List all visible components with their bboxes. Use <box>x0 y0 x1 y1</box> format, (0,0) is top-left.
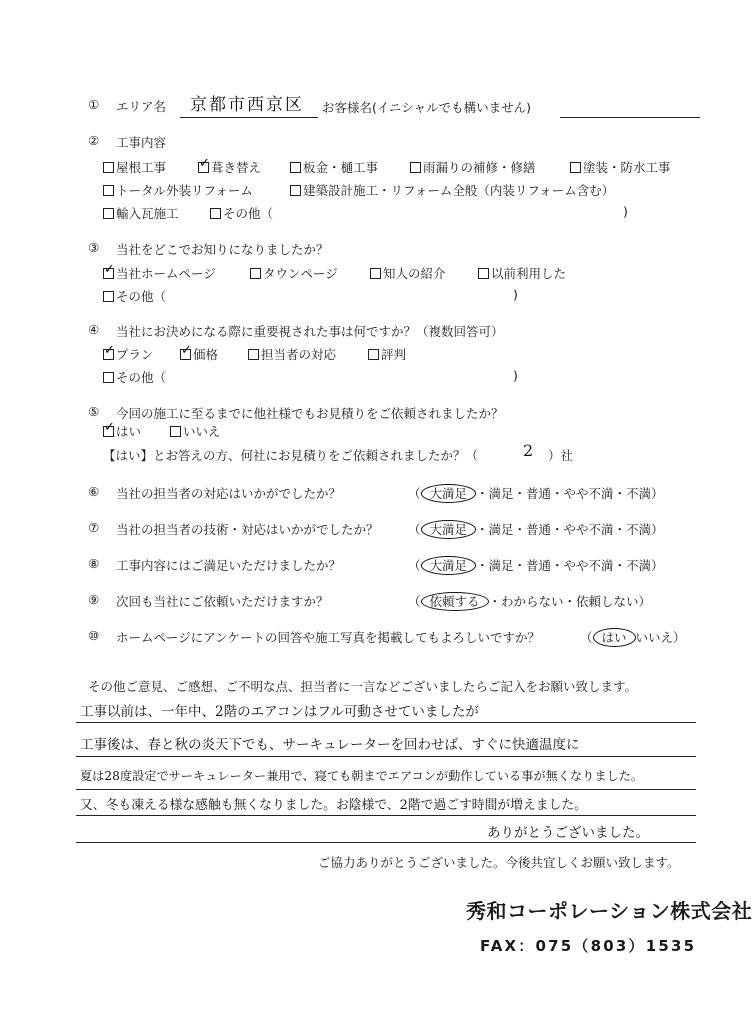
checkbox[interactable] <box>103 208 114 219</box>
q7-choices[interactable]: （ 大満足 ・満足・普通・やや不満・不満） <box>408 522 664 537</box>
option-imported-tiles[interactable]: 輸入瓦施工 <box>103 204 179 222</box>
comment-line <box>76 722 696 723</box>
option-previous-use[interactable]: 以前利用した <box>478 264 566 282</box>
checkbox[interactable] <box>170 426 181 437</box>
comment-text-line[interactable]: 夏は28度設定でサーキュレーター兼用で、寝ても朝までエアコンが動作している事が無くなりました。 <box>80 769 644 783</box>
q5-followup-suffix: ）社 <box>548 448 574 463</box>
checkbox-checked[interactable] <box>103 349 114 360</box>
comment-text-line[interactable]: 工事後は、春と秋の炎天下でも、サーキュレーターを回わせば、すぐに快適温度に <box>80 737 580 753</box>
option-referral[interactable]: 知人の紹介 <box>370 264 446 282</box>
checkbox[interactable] <box>368 349 379 360</box>
option-yes[interactable]: ✓はい <box>103 422 141 440</box>
comment-line <box>76 842 696 843</box>
option-reputation[interactable]: 評判 <box>368 345 406 363</box>
checkbox[interactable] <box>210 208 221 219</box>
checkbox-checked[interactable] <box>198 162 209 173</box>
q8-number: ⑧ <box>88 556 100 571</box>
q10-choices[interactable]: （ はい いいえ） <box>580 630 686 645</box>
option-townpage[interactable]: タウンページ <box>250 264 338 282</box>
checkbox-checked[interactable] <box>180 349 191 360</box>
option-painting[interactable]: 塗装・防水工事 <box>570 158 671 176</box>
checkbox[interactable] <box>370 268 381 279</box>
q5-number: ⑤ <box>88 404 100 419</box>
fax-number: FAX：075（803）1535 <box>480 937 697 955</box>
option-other[interactable]: その他（ <box>210 204 273 222</box>
checkbox[interactable] <box>250 268 261 279</box>
checkbox[interactable] <box>290 162 301 173</box>
company-name: 秀和コーポレーション株式会社 <box>466 899 752 923</box>
q2-number: ② <box>88 133 100 148</box>
option-reroofing[interactable]: ✓ 葺き替え <box>198 158 261 176</box>
option-roof-work[interactable]: 屋根工事 <box>103 158 166 176</box>
checkbox[interactable] <box>103 372 114 383</box>
q4-number: ④ <box>88 322 100 337</box>
checkbox[interactable] <box>103 162 114 173</box>
thanks-text: ご協力ありがとうございました。今後共宜しくお願い致します。 <box>318 855 680 870</box>
option-no[interactable]: いいえ <box>170 422 221 440</box>
comment-line <box>76 756 696 757</box>
comment-line <box>76 789 696 790</box>
option-leak-repair[interactable]: 雨漏りの補修・修繕 <box>410 158 536 176</box>
checkbox-checked[interactable] <box>103 268 114 279</box>
q3-number: ③ <box>88 240 100 255</box>
option-sheet-metal[interactable]: 板金・樋工事 <box>290 158 378 176</box>
checkbox[interactable] <box>103 291 114 302</box>
q4-close-paren: ) <box>513 368 518 383</box>
area-underline <box>180 117 318 118</box>
option-plan[interactable]: ✓プラン <box>103 345 154 363</box>
q5-followup-value[interactable]: 2 <box>523 441 534 460</box>
q8-choices[interactable]: （ 大満足 ・満足・普通・やや不満・不満） <box>408 558 664 573</box>
checkbox[interactable] <box>248 349 259 360</box>
customer-underline[interactable] <box>560 117 700 118</box>
q2-title: 工事内容 <box>116 135 167 150</box>
q3-title: 当社をどこでお知りになりましたか？ <box>116 242 329 257</box>
q10-text: ホームページにアンケートの回答や施工写真を掲載してもよろしいですか？ <box>116 630 541 645</box>
q3-close-paren: ) <box>513 287 518 302</box>
q7-text: 当社の担当者の技術・対応はいかがでしたか？ <box>116 522 379 537</box>
option-other[interactable]: その他（ <box>103 287 166 305</box>
q4-title: 当社にお決めになる際に重要視された事は何ですか？（複数回答可） <box>116 324 504 339</box>
customer-label: お客様名(イニシャルでも構いません) <box>322 100 532 115</box>
area-value[interactable]: 京都市西京区 <box>190 95 304 115</box>
option-total-exterior[interactable]: トータル外装リフォーム <box>103 181 253 199</box>
q10-number: ⑩ <box>88 628 100 643</box>
q9-text: 次回も当社にご依頼いただけますか？ <box>116 594 329 609</box>
option-architecture[interactable]: 建築設計施工・リフォーム全般（内装リフォーム含む） <box>290 181 614 199</box>
option-homepage[interactable]: ✓当社ホームページ <box>103 264 216 282</box>
option-price[interactable]: ✓ 価格 <box>180 345 218 363</box>
checkbox[interactable] <box>478 268 489 279</box>
q5-title: 今回の施工に至るまでに他社様でもお見積りをご依頼されましたか？ <box>116 406 504 421</box>
option-other[interactable]: その他（ <box>103 368 166 386</box>
selected-choice[interactable]: 大満足 <box>421 484 477 503</box>
area-label: エリア名 <box>116 99 167 114</box>
comment-prompt: その他ご意見、ご感想、ご不明な点、担当者に一言などございましたらご記入をお願い致します。 <box>88 679 638 694</box>
checkbox-checked[interactable] <box>103 426 114 437</box>
checkbox[interactable] <box>103 185 114 196</box>
q8-text: 工事内容にはご満足いただけましたか？ <box>116 558 342 573</box>
checkbox[interactable] <box>290 185 301 196</box>
comment-text-line[interactable]: 又、冬も凍える様な感触も無くなりました。お陰様で、2階で過ごす時間が増えました。 <box>80 798 587 813</box>
q9-choices[interactable]: （ 依頼する ・わからない・依頼しない） <box>408 594 652 609</box>
comment-text-line[interactable]: 工事以前は、一年中、2階のエアコンはフル可動させていましたが <box>80 704 479 720</box>
q2-close-paren: ) <box>623 204 628 219</box>
q1-number: ① <box>88 97 100 112</box>
q6-text: 当社の担当者の対応はいかがでしたか？ <box>116 486 342 501</box>
comment-line <box>76 815 696 816</box>
comment-text-line[interactable]: ありがとうございました。 <box>487 825 649 841</box>
q5-followup: 【はい】とお答えの方、何社にお見積りをご依頼されましたか？（ <box>103 448 479 463</box>
selected-choice[interactable]: 大満足 <box>421 520 477 539</box>
selected-choice[interactable]: 依頼する <box>421 592 489 611</box>
selected-choice[interactable]: はい <box>593 628 636 647</box>
q7-number: ⑦ <box>88 520 100 535</box>
q6-choices[interactable]: （ 大満足 ・満足・普通・やや不満・不満） <box>408 486 664 501</box>
checkbox[interactable] <box>570 162 581 173</box>
option-staff-response[interactable]: 担当者の対応 <box>248 345 336 363</box>
checkbox[interactable] <box>410 162 421 173</box>
q9-number: ⑨ <box>88 592 100 607</box>
q6-number: ⑥ <box>88 484 100 499</box>
selected-choice[interactable]: 大満足 <box>421 556 477 575</box>
